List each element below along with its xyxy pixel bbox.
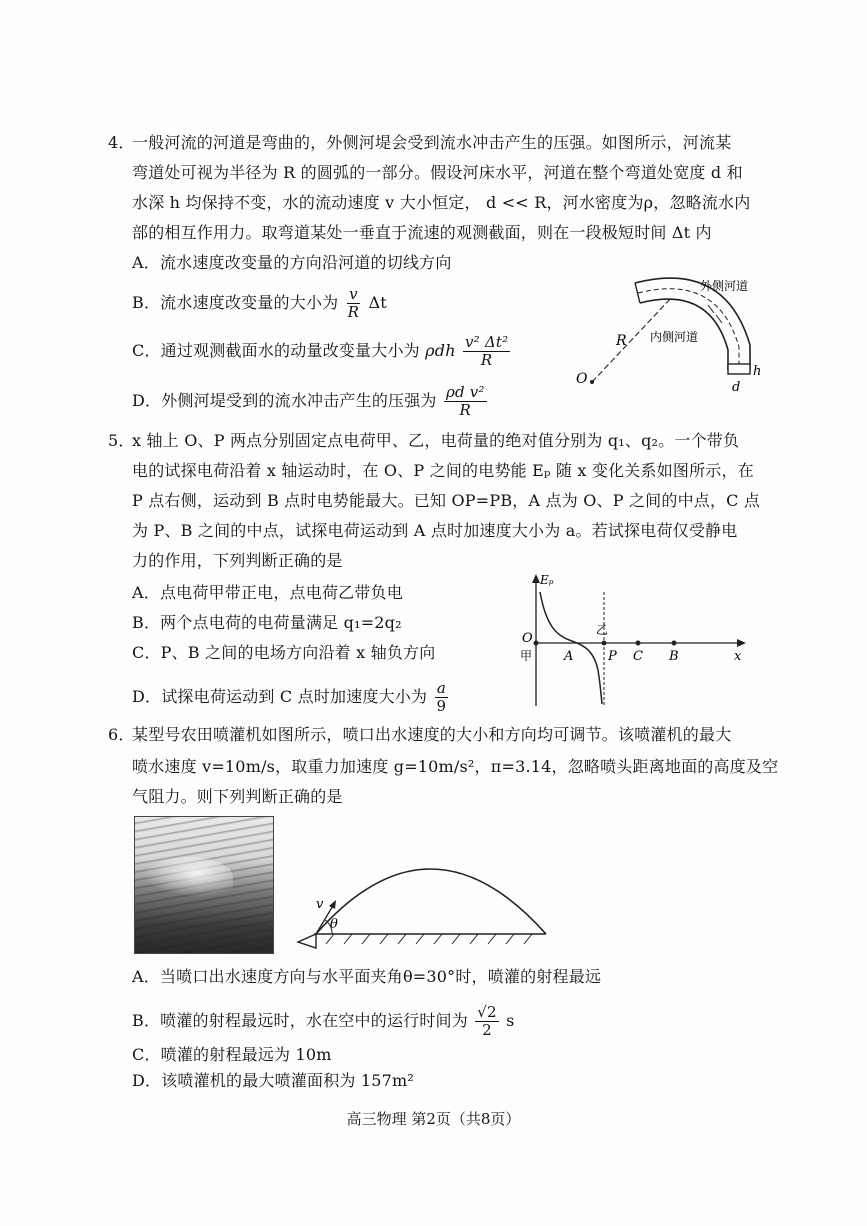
q5-option-c: C．P、B 之间的电场方向沿着 x 轴负方向 [132, 643, 436, 662]
q4-option-a: A．流水速度改变量的方向沿河道的切线方向 [132, 253, 452, 272]
nozzle [298, 934, 316, 948]
point-C [636, 641, 641, 646]
q4-option-c-numerator: v² Δt² [465, 333, 509, 351]
q4-option-d-text: D．外侧河堤受到的流水冲击产生的压强为 [132, 391, 437, 410]
label-outer-channel: 外侧河道 [700, 279, 749, 293]
label-theta: θ [330, 917, 338, 932]
q4-river-diagram [560, 265, 780, 405]
q5-option-b: B．两个点电荷的电荷量满足 q₁=2q₂ [132, 613, 402, 632]
q4-option-d-fraction [444, 384, 487, 419]
q5-option-d [132, 680, 450, 715]
page-footer: 高三物理 第2页（共8页） [346, 1110, 521, 1128]
q4-option-b-numerator: v [349, 285, 358, 303]
q6-option-b [132, 1004, 515, 1039]
label-A: A [564, 649, 574, 664]
label-d: d [732, 380, 741, 395]
q6-option-c: C．喷灌的射程最远为 10m [132, 1045, 332, 1064]
q5-option-d-numerator: a [436, 679, 446, 697]
q4-option-c-denominator: R [480, 351, 493, 369]
q4-option-c-fraction [463, 334, 510, 369]
river-cross-section [728, 364, 750, 374]
q4-line-2: 弯道处可视为半径为 R 的圆弧的一部分。假设河床水平，河道在整个弯道处宽度 d 和 [132, 163, 743, 182]
q4-option-d-numerator: ρd v² [445, 383, 485, 401]
q5-line-3: P 点右侧，运动到 B 点时电势能最大。已知 OP=PB，A 点为 O、P 之间的中点，C 点 [132, 491, 761, 510]
label-v: v [316, 897, 324, 912]
label-h: h [753, 364, 762, 379]
q5-line-5: 力的作用，下列判断正确的是 [132, 551, 343, 570]
q6-option-b-numerator: √2 [477, 1003, 497, 1021]
q5-number: 5． [108, 431, 135, 450]
q6-trajectory-diagram [294, 856, 554, 956]
sprinkler-photo [134, 816, 274, 954]
q4-number: 4． [108, 133, 135, 152]
q4-option-c-factor: ρdh [425, 341, 456, 360]
q6-option-b-fraction [475, 1004, 499, 1039]
q4-line-1: 一般河流的河道是弯曲的，外侧河堤会受到流水冲击产生的压强。如图所示，河流某 [132, 133, 732, 152]
label-Ep: Eₚ [540, 573, 554, 587]
label-C: C [633, 649, 643, 664]
label-R: R [616, 333, 627, 349]
velocity-arrowhead [329, 900, 336, 909]
label-inner-channel: 内侧河道 [650, 330, 699, 344]
center-point [590, 380, 594, 384]
ep-curve [540, 592, 602, 704]
point-O [534, 641, 539, 646]
q4-option-b-denominator: R [347, 303, 360, 321]
q5-option-d-text: D．试探电荷运动到 C 点时加速度大小为 [132, 687, 428, 706]
q4-option-d [132, 384, 489, 419]
q5-line-4: 为 P、B 之间的中点，试探电荷运动到 A 点时加速度大小为 a。若试探电荷仅受静电 [132, 521, 738, 540]
q5-potential-graph [512, 570, 752, 710]
q4-option-b-text: B．流水速度改变量的大小为 [132, 293, 339, 312]
q4-option-b-fraction [346, 286, 362, 321]
x-axis-arrow [737, 639, 746, 647]
q6-option-b-text: B．喷灌的射程最远时，水在空中的运行时间为 [132, 1011, 468, 1030]
y-axis-arrow [532, 574, 540, 583]
q4-option-b [132, 286, 387, 321]
ground-hatching [326, 934, 532, 944]
q5-line-2: 电的试探电荷沿着 x 轴运动时，在 O、P 之间的电势能 Eₚ 随 x 变化关系如图所示，在 [132, 461, 754, 480]
q4-option-c [132, 334, 512, 369]
q4-option-c-text: C．通过观测截面水的动量改变量大小为 [132, 341, 420, 360]
label-O: O [576, 371, 588, 387]
point-B [672, 641, 677, 646]
q4-option-d-denominator: R [459, 401, 472, 419]
q6-option-d: D．该喷灌机的最大喷灌面积为 157m² [132, 1071, 415, 1090]
q6-number: 6． [108, 725, 135, 744]
q5-option-a: A．点电荷甲带正电，点电荷乙带负电 [132, 583, 403, 602]
q6-line-2: 喷水速度 v=10m/s，取重力加速度 g=10m/s²，π=3.14，忽略喷头距离地面的高度及空 [132, 757, 779, 776]
q6-option-b-denominator: 2 [482, 1021, 492, 1039]
q6-option-a: A．当喷口出水速度方向与水平面夹角θ=30°时，喷灌的射程最远 [132, 967, 602, 986]
label-B: B [669, 649, 679, 664]
point-P [602, 641, 607, 646]
spray-highlight [143, 857, 233, 897]
q6-line-1: 某型号农田喷灌机如图所示，喷口出水速度的大小和方向均可调节。该喷灌机的最大 [132, 725, 732, 744]
q4-line-4: 部的相互作用力。取弯道某处一垂直于流速的观测截面，则在一段极短时间 Δt 内 [132, 223, 712, 242]
label-x: x [734, 649, 742, 664]
q5-option-d-denominator: 9 [436, 697, 447, 715]
water-trajectory [316, 869, 546, 934]
label-P: P [608, 649, 617, 664]
q6-line-3: 气阻力。则下列判断正确的是 [132, 787, 343, 806]
label-jia: 甲 [520, 649, 533, 663]
q5-option-d-fraction [435, 680, 449, 715]
label-yi: 乙 [596, 623, 609, 637]
q4-option-b-tail: Δt [368, 293, 387, 312]
q5-line-1: x 轴上 O、P 两点分别固定点电荷甲、乙，电荷量的绝对值分别为 q₁、q₂。一个带负 [132, 431, 740, 450]
label-O: O [522, 631, 533, 646]
q6-option-b-unit: s [506, 1011, 515, 1030]
q4-line-3: 水深 h 均保持不变，水的流动速度 v 大小恒定， d << R，河水密度为ρ，忽略流水内 [132, 193, 751, 212]
